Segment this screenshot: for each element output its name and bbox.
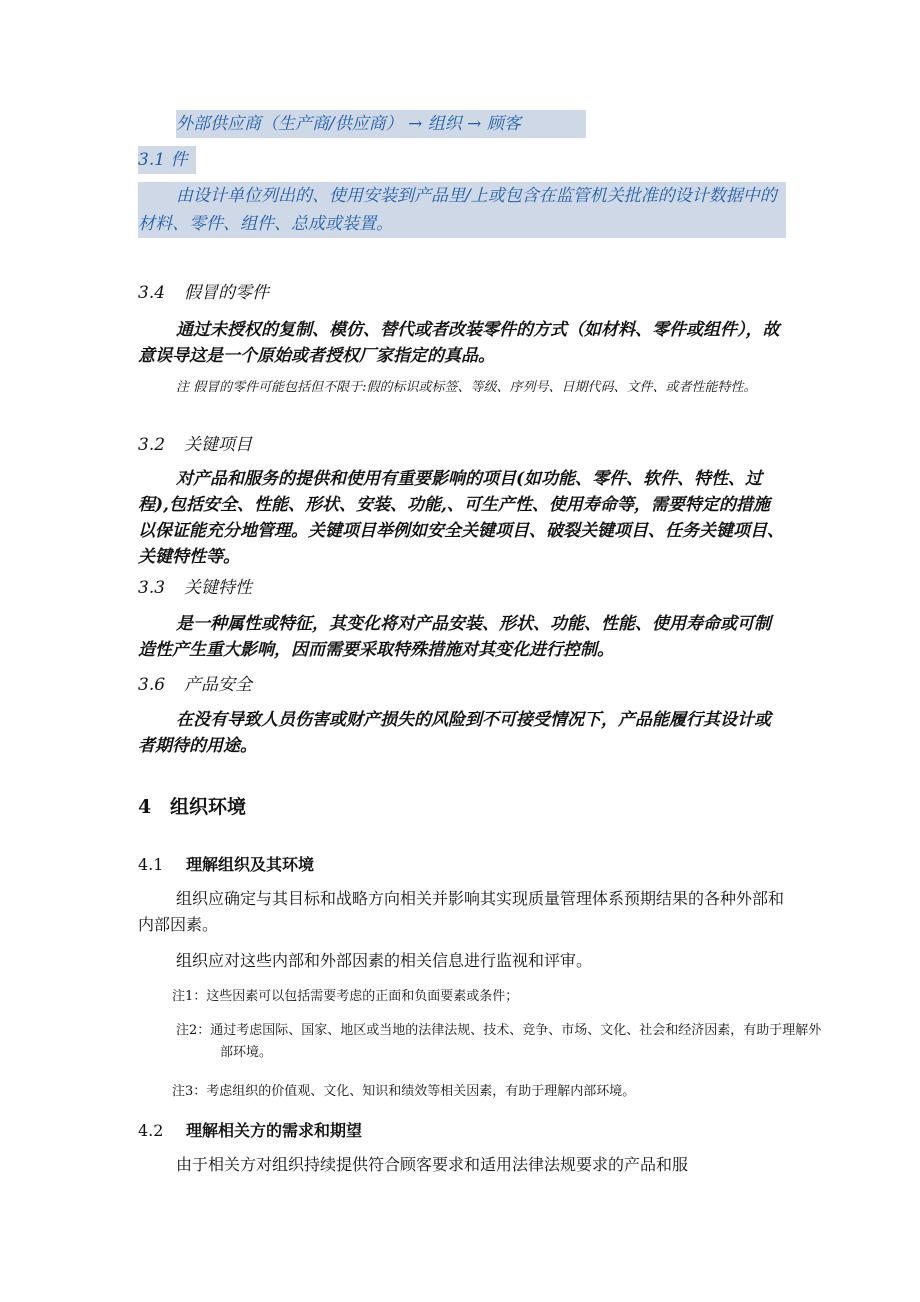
clause-title: 理解组织及其环境: [186, 855, 315, 874]
clause-number: 4.2: [138, 1121, 164, 1140]
clause-4-2-heading: [138, 1118, 786, 1141]
clause-3-4-heading: [138, 280, 786, 306]
clause-3-2-heading: [138, 432, 786, 458]
clause-4-1-note-2: 注2：通过考虑国际、国家、地区或当地的法律法规、技术、竞争、市场、文化、社会和经济因素，有助于理解外部环境。: [176, 1023, 822, 1060]
clause-title: 关键项目: [184, 435, 252, 455]
clause-4-1-para-2: 组织应对这些内部和外部因素的相关信息进行监视和评审。: [176, 951, 593, 970]
clause-3-3-body: 是一种属性或特征，其变化将对产品安装、形状、功能、性能、使用寿命或可制造性产生重大影响，因而需要采取特殊措施对其变化进行控制。: [138, 614, 771, 660]
clause-3-1-heading: 3.1 件: [138, 146, 196, 174]
note-label: 注: [176, 380, 190, 395]
clause-3-6-body: 在没有导致人员伤害或财产损失的风险到不可接受情况下，产品能履行其设计或者期待的用途。: [138, 710, 771, 756]
clause-3-4-body: 通过未授权的复制、模仿、替代或者改装零件的方式（如材料、零件或组件），故意误导这是一个原始或者授权厂家指定的真品。: [138, 320, 780, 366]
section-title: 组织环境: [170, 796, 247, 818]
clause-4-1-heading: [138, 852, 786, 875]
clause-4-1-note-3: 注3：考虑组织的价值观、文化、知识和绩效等相关因素，有助于理解内部环境。: [172, 1084, 636, 1099]
clause-number: 3.4: [138, 283, 166, 303]
section-number: 4: [138, 796, 152, 818]
clause-3-6-heading: [138, 672, 786, 698]
note-text: 假冒的零件可能包括但不限于:假的标识或标签、等级、序列号、日期代码、文件、或者性能特性。: [193, 380, 757, 395]
clause-3-2-body: 对产品和服务的提供和使用有重要影响的项目(如功能、零件、软件、特性、过程),包括安全、性能、形状、安装、功能,、可生产性、使用寿命等，需要特定的措施以保证能充分地管理。关键项目举例如安全关键项目、破裂关键项目、任务关键项目、关键特性等。: [138, 469, 784, 567]
clause-title: 产品安全: [184, 675, 252, 695]
clause-4-2-body: 由于相关方对组织持续提供符合顾客要求和适用法律法规要求的产品和服: [176, 1155, 689, 1174]
clause-number: 3.3: [138, 578, 166, 598]
clause-title: 理解相关方的需求和期望: [186, 1121, 363, 1140]
section-4-heading: [138, 792, 786, 819]
clause-3-4-note: [176, 378, 812, 398]
clause-4-1-note-1: 注1：这些因素可以包括需要考虑的正面和负面要素或条件；: [172, 989, 519, 1004]
clause-3-1-definition: 由设计单位列出的、使用安装到产品里/上或包含在监管机关批准的设计数据中的材料、零件、组件、总成或装置。: [138, 182, 786, 238]
clause-4-1-para-1: 组织应确定与其目标和战略方向相关并影响其实现质量管理体系预期结果的各种外部和内部因素。: [138, 889, 785, 934]
clause-3-3-heading: [138, 575, 786, 601]
clause-title: 假冒的零件: [184, 283, 269, 303]
clause-title: 关键特性: [184, 578, 252, 598]
clause-number: 3.2: [138, 435, 166, 455]
clause-number: 4.1: [138, 855, 164, 874]
clause-number: 3.6: [138, 675, 166, 695]
supply-flow-line: 外部供应商（生产商/供应商） → 组织 → 顾客: [176, 110, 586, 138]
